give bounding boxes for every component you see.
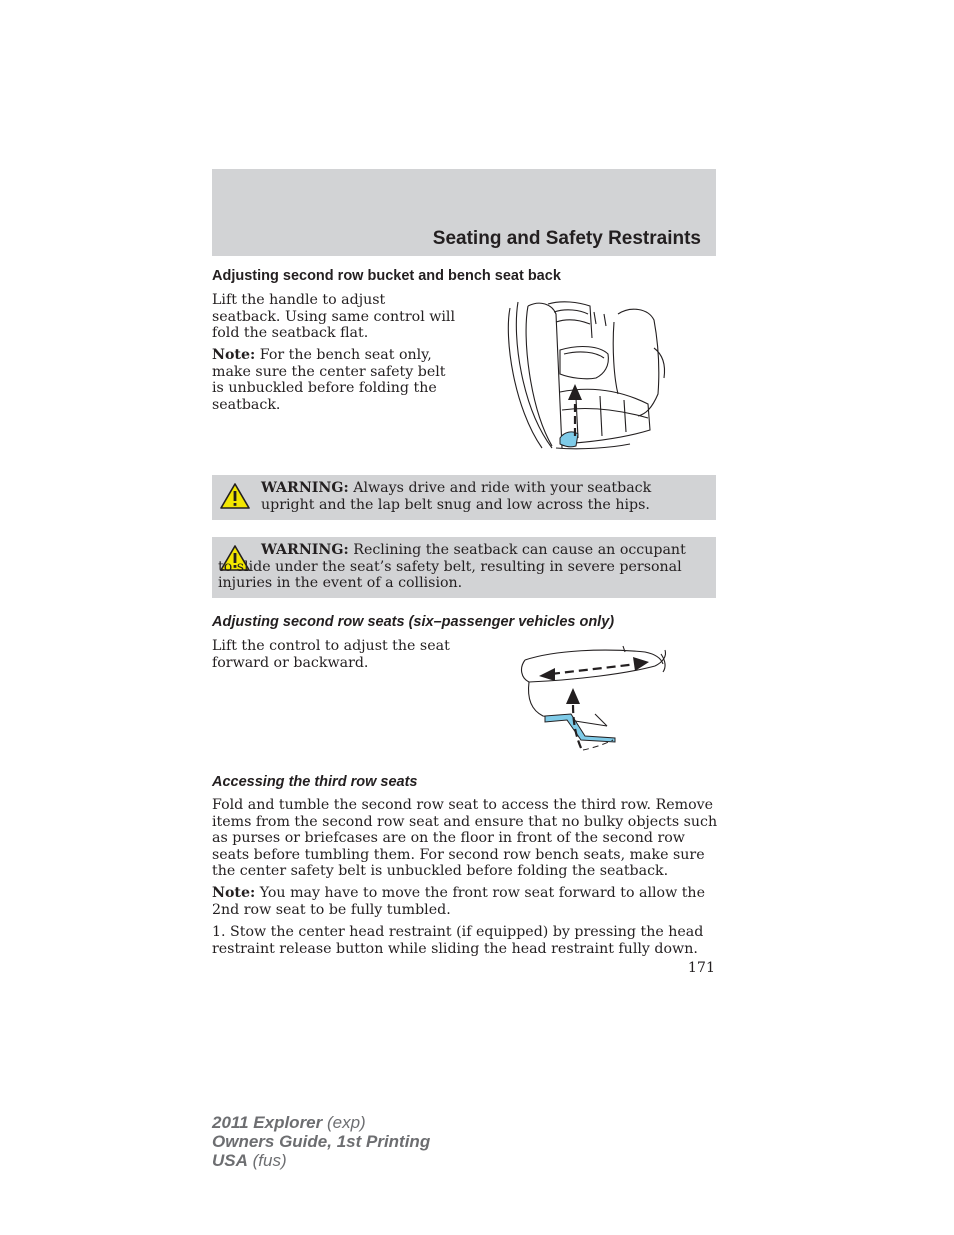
page-number: 171 [687, 960, 715, 976]
heading-six-passenger: Adjusting second row seats (six–passenger vehicles only) [212, 614, 615, 630]
section-header-band [212, 169, 716, 256]
seat-track-illustration [515, 644, 670, 754]
third-row-note [212, 885, 718, 918]
warning-box-upright [212, 475, 716, 520]
note-text: You may have to move the front row seat forward to allow the 2nd row seat to be fully tumbled. [212, 885, 705, 918]
section-title: Seating and Safety Restraints [432, 228, 701, 249]
seat-back-paragraph: Lift the handle to adjust seatback. Using same control will fold the seatback flat. [212, 292, 455, 342]
warning-label: WARNING: [261, 480, 349, 496]
note-text: For the bench seat only, make sure the center safety belt is unbuckled before folding the seatback. [212, 347, 446, 413]
seat-back-note [212, 347, 457, 413]
warning-text-recline [218, 542, 696, 592]
footer-model-code: (exp) [322, 1113, 366, 1132]
footer-line-2: Owners Guide, 1st Printing [212, 1132, 431, 1151]
footer-market-code: (fus) [247, 1151, 287, 1170]
warning-label: WARNING: [261, 542, 349, 558]
note-label: Note: [212, 885, 256, 901]
note-label: Note: [212, 347, 256, 363]
footer-line-3 [212, 1151, 430, 1170]
heading-third-row: Accessing the third row seats [212, 774, 418, 790]
heading-seat-back: Adjusting second row bucket and bench seat back [212, 268, 561, 284]
warning-triangle-icon [220, 483, 250, 509]
document-footer [212, 1113, 430, 1170]
footer-market: USA [212, 1151, 248, 1170]
seat-back-illustration [500, 298, 670, 456]
warning-text-upright [261, 480, 696, 513]
warning-box-recline [212, 537, 716, 598]
footer-model: 2011 Explorer [212, 1113, 323, 1132]
warning-body: Always drive and ride with your seatback upright and the lap belt snug and low across the hips. [261, 480, 652, 513]
footer-line-1 [212, 1113, 430, 1132]
third-row-step-1: 1. Stow the center head restraint (if equipped) by pressing the head restraint release button while sliding the head restraint fully down. [212, 924, 704, 957]
third-row-paragraph: Fold and tumble the second row seat to access the third row. Remove items from the second row seat and ensure that no bulky objects such as purses or briefcases are on the floor in front of the second row seats before tumbling them. For second row bench seats, make sure the center safety belt is unbuckled before folding the seatback. [212, 797, 718, 880]
six-passenger-paragraph: Lift the control to adjust the seat forward or backward. [212, 638, 450, 671]
warning-body: Reclining the seatback can cause an occupant to slide under the seat’s safety belt, resulting in severe personal injuries in the event of a collision. [218, 542, 686, 592]
